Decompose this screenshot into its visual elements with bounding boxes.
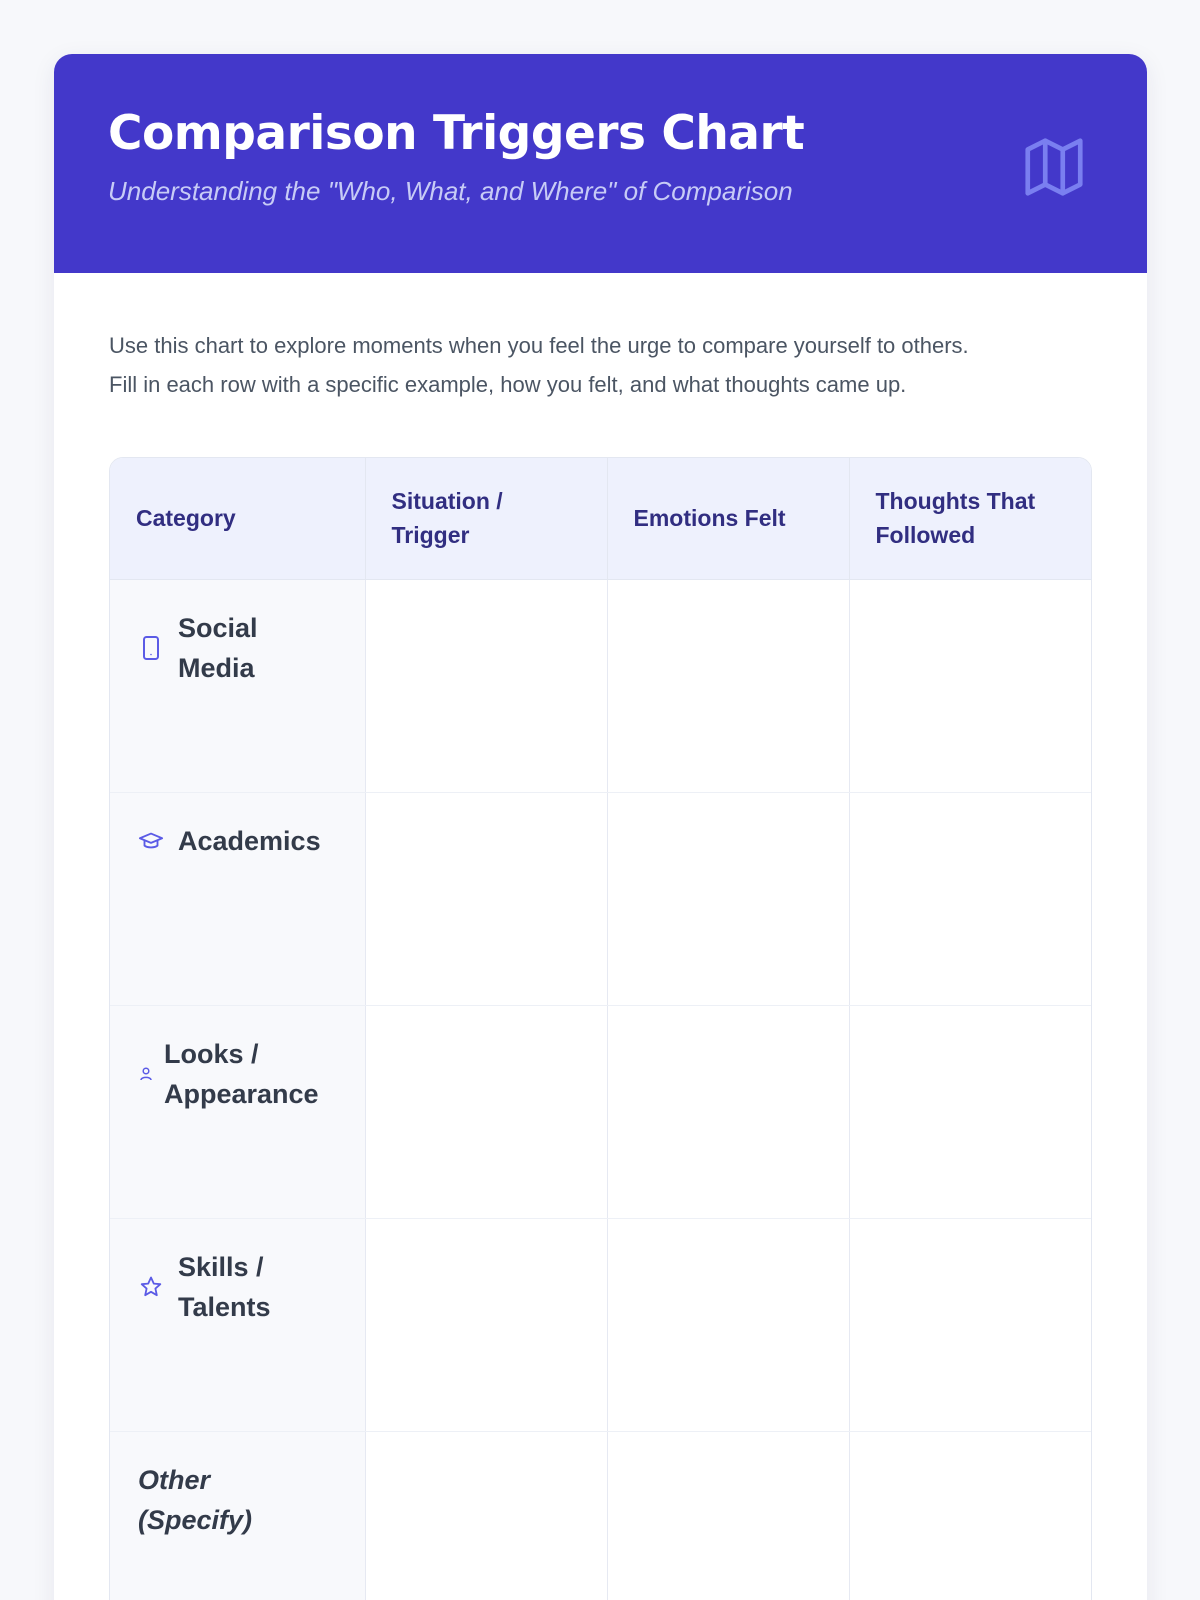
table-row: [110, 1431, 1092, 1600]
triggers-table: [109, 457, 1092, 1600]
table-row: [110, 579, 1092, 792]
emotions-cell[interactable]: [607, 792, 849, 1005]
category-label: Academics: [178, 825, 321, 856]
category-label: Other (Specify): [138, 1464, 253, 1535]
table-row: [110, 792, 1092, 1005]
category-cell: [110, 579, 365, 792]
column-header-thoughts: Thoughts That Followed: [849, 458, 1092, 579]
emotions-cell[interactable]: [607, 1005, 849, 1218]
graduation-cap-icon: [138, 828, 164, 854]
page-subtitle: Understanding the "Who, What, and Where" of Comparison: [108, 176, 793, 206]
intro-line-2: Fill in each row with a specific example, how you felt, and what thoughts came up.: [109, 372, 907, 397]
column-header-situation: Situation / Trigger: [365, 458, 607, 579]
situation-cell[interactable]: [365, 792, 607, 1005]
category-label: Social Media: [178, 612, 258, 683]
emotions-cell[interactable]: [607, 1431, 849, 1600]
star-icon: [138, 1274, 164, 1300]
category-cell: [110, 792, 365, 1005]
situation-cell[interactable]: [365, 579, 607, 792]
intro-text: [109, 326, 1109, 404]
user-icon: [138, 1061, 154, 1087]
thoughts-cell[interactable]: [849, 1218, 1092, 1431]
table-row: [110, 1005, 1092, 1218]
category-cell: [110, 1431, 365, 1600]
header-banner: [54, 54, 1147, 273]
page-title: Comparison Triggers Chart: [108, 106, 805, 161]
thoughts-cell[interactable]: [849, 1431, 1092, 1600]
column-header-category: Category: [110, 458, 365, 579]
thoughts-cell[interactable]: [849, 792, 1092, 1005]
situation-cell[interactable]: [365, 1005, 607, 1218]
emotions-cell[interactable]: [607, 1218, 849, 1431]
situation-cell[interactable]: [365, 1218, 607, 1431]
thoughts-cell[interactable]: [849, 579, 1092, 792]
thoughts-cell[interactable]: [849, 1005, 1092, 1218]
category-cell: [110, 1218, 365, 1431]
table-row: [110, 1218, 1092, 1431]
column-header-emotions: Emotions Felt: [607, 458, 849, 579]
smartphone-icon: [138, 635, 164, 661]
emotions-cell[interactable]: [607, 579, 849, 792]
intro-line-1: Use this chart to explore moments when you feel the urge to compare yourself to others.: [109, 333, 969, 358]
category-label: Skills / Talents: [178, 1251, 271, 1322]
worksheet-card: [54, 54, 1147, 1600]
table-header-row: [110, 458, 1092, 579]
situation-cell[interactable]: [365, 1431, 607, 1600]
map-icon: [1019, 132, 1089, 202]
category-cell: [110, 1005, 365, 1218]
category-label: Looks / Appearance: [164, 1038, 319, 1109]
